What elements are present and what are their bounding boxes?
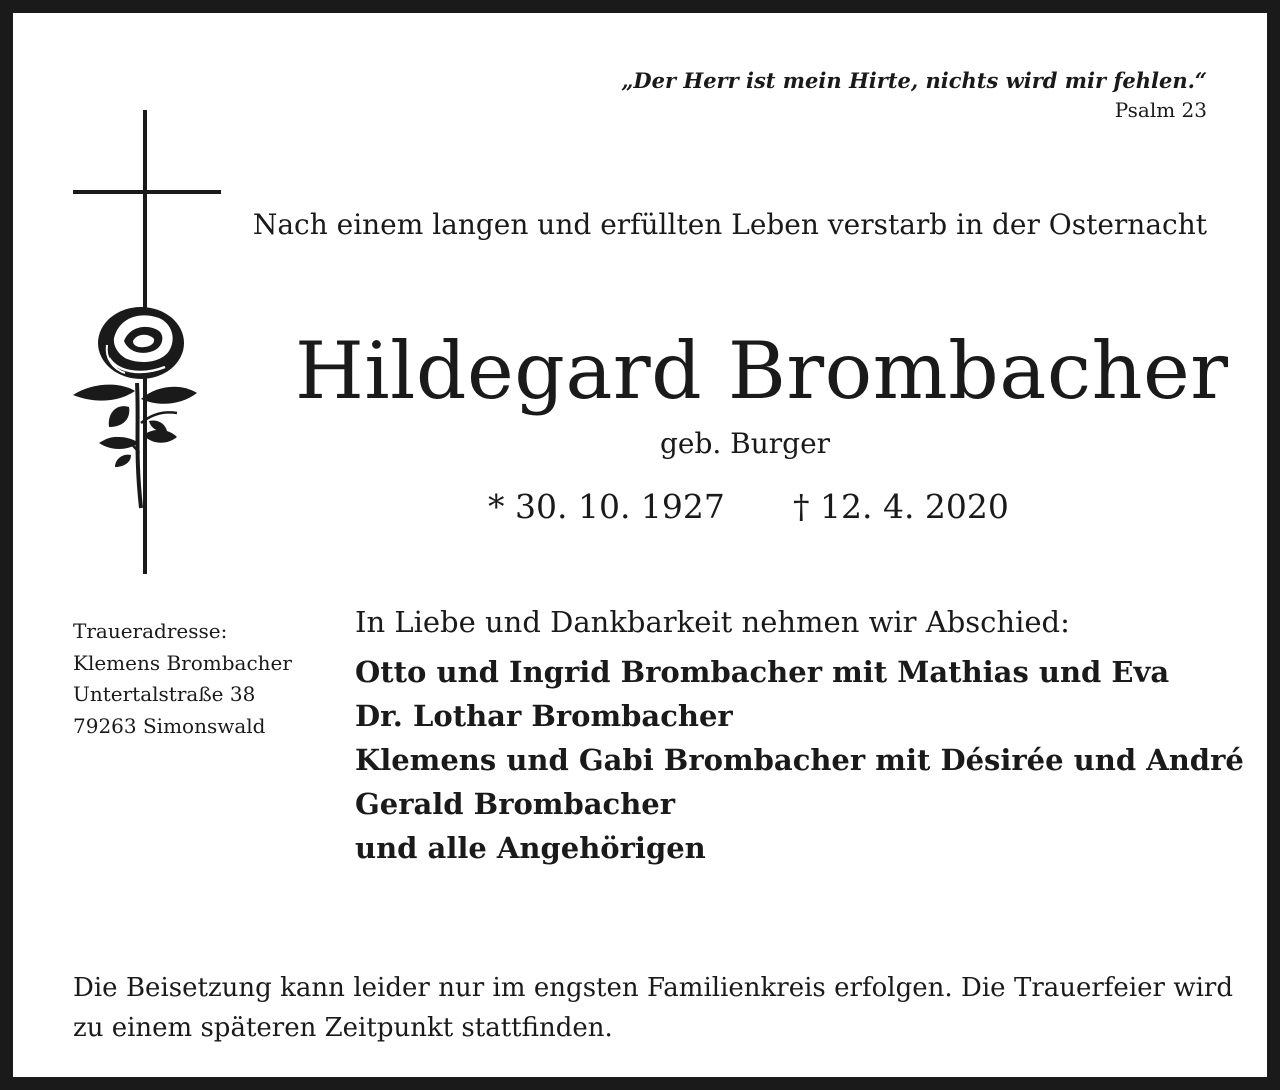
mourner-line: Dr. Lothar Brombacher bbox=[355, 699, 733, 733]
mourner-line: Klemens und Gabi Brombacher mit Désirée und André bbox=[355, 743, 1244, 777]
mourner-line: Gerald Brombacher bbox=[355, 787, 676, 821]
maiden-name: geb. Burger bbox=[659, 427, 831, 460]
address-line: Klemens Brombacher bbox=[73, 651, 292, 675]
rose-icon bbox=[69, 303, 201, 513]
psalm-quote: „Der Herr ist mein Hirte, nichts wird mir fehlen.“ bbox=[621, 68, 1207, 93]
deceased-name: Hildegard Brombacher bbox=[295, 325, 1229, 417]
address-line: 79263 Simonswald bbox=[73, 714, 266, 738]
intro-text: Nach einem langen und erfüllten Leben verstarb in der Osternacht bbox=[252, 208, 1207, 241]
mourner-line: und alle Angehörigen bbox=[355, 831, 706, 865]
closing-text: Die Beisetzung kann leider nur im engsten Familienkreis erfolgen. Die Trauerfeier wird zu einem späteren Zeitpunkt stattfinden. bbox=[73, 973, 1233, 1043]
mourner-line: Otto und Ingrid Brombacher mit Mathias und Eva bbox=[355, 655, 1170, 689]
birth-date: * 30. 10. 1927 bbox=[488, 487, 725, 526]
psalm-source: Psalm 23 bbox=[1114, 98, 1207, 122]
cross-bar bbox=[73, 190, 221, 194]
address-line: Untertalstraße 38 bbox=[73, 682, 256, 706]
farewell-text: In Liebe und Dankbarkeit nehmen wir Abschied: bbox=[355, 605, 1070, 639]
address-label: Traueradresse: bbox=[73, 619, 228, 643]
death-date: † 12. 4. 2020 bbox=[793, 487, 1009, 526]
